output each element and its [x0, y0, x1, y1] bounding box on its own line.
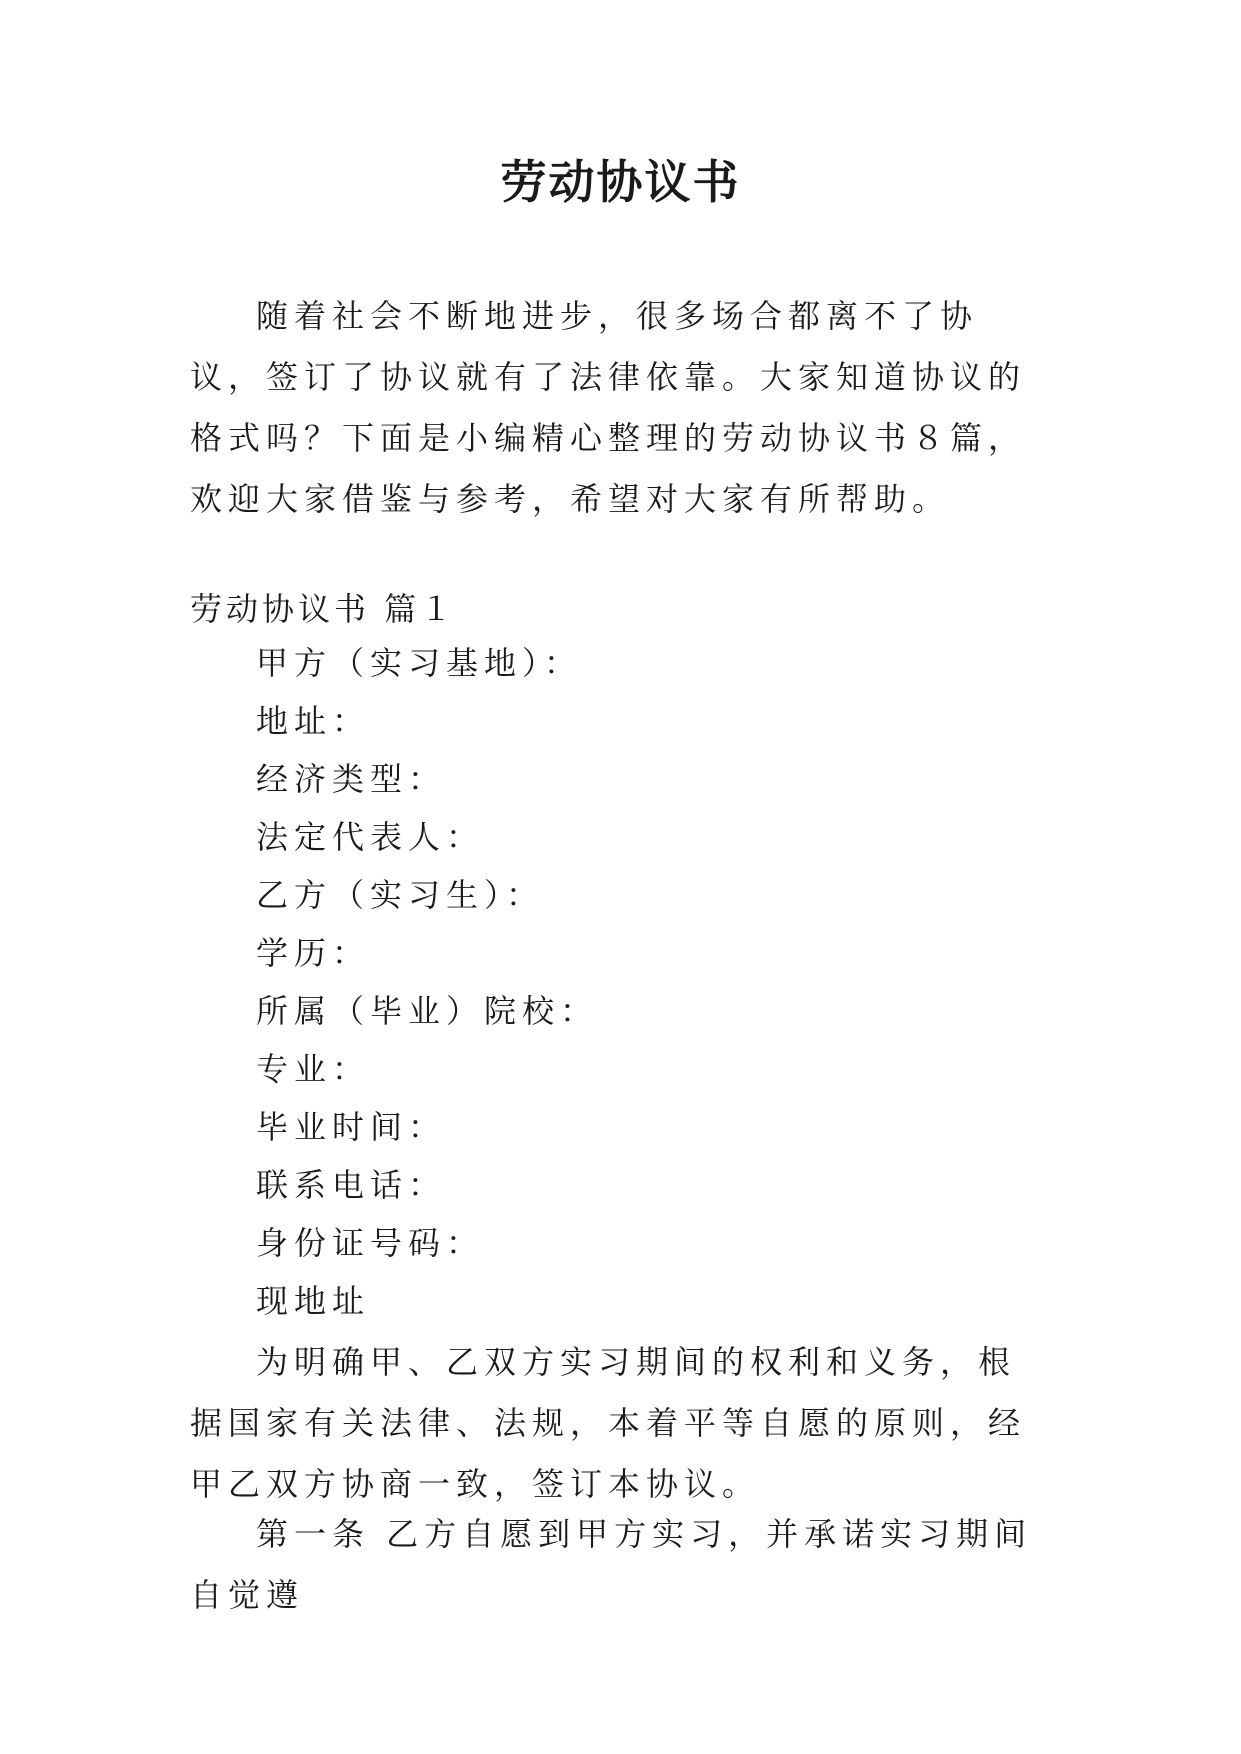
- party-fields-list: [256, 634, 598, 1330]
- intro-paragraph: [190, 286, 1050, 530]
- purpose-paragraph: [190, 1332, 1050, 1515]
- field-party-b: 乙方（实习生）：: [256, 876, 545, 914]
- field-school: 所属（毕业）院校：: [256, 992, 599, 1030]
- purpose-text: 为明确甲、乙双方实习期间的权利和义务，根据国家有关法律、法规，本着平等自愿的原则，经甲乙双方协商一致，签订本协议。: [190, 1343, 1027, 1503]
- field-major: 专业：: [256, 1050, 371, 1088]
- field-graduation-time: 毕业时间：: [256, 1108, 447, 1146]
- field-party-a: 甲方（实习基地）：: [256, 644, 583, 682]
- article-1-text: 第一条 乙方自愿到甲方实习，并承诺实习期间自觉遵: [190, 1515, 1033, 1614]
- section-heading: 劳动协议书 篇１: [190, 590, 457, 628]
- field-id-number: 身份证号码：: [256, 1224, 485, 1262]
- field-economic-type: 经济类型：: [256, 760, 447, 798]
- field-current-address: 现地址: [256, 1282, 371, 1320]
- field-legal-representative: 法定代表人：: [256, 818, 485, 856]
- article-1-paragraph: [190, 1504, 1050, 1626]
- field-phone: 联系电话：: [256, 1166, 447, 1204]
- field-education: 学历：: [256, 934, 371, 972]
- document-title: 劳动协议书: [500, 155, 741, 209]
- field-address: 地址：: [256, 702, 371, 740]
- intro-text: 随着社会不断地进步，很多场合都离不了协议，签订了协议就有了法律依靠。大家知道协议的格式吗？下面是小编精心整理的劳动协议书８篇，欢迎大家借鉴与参考，希望对大家有所帮助。: [190, 297, 1027, 518]
